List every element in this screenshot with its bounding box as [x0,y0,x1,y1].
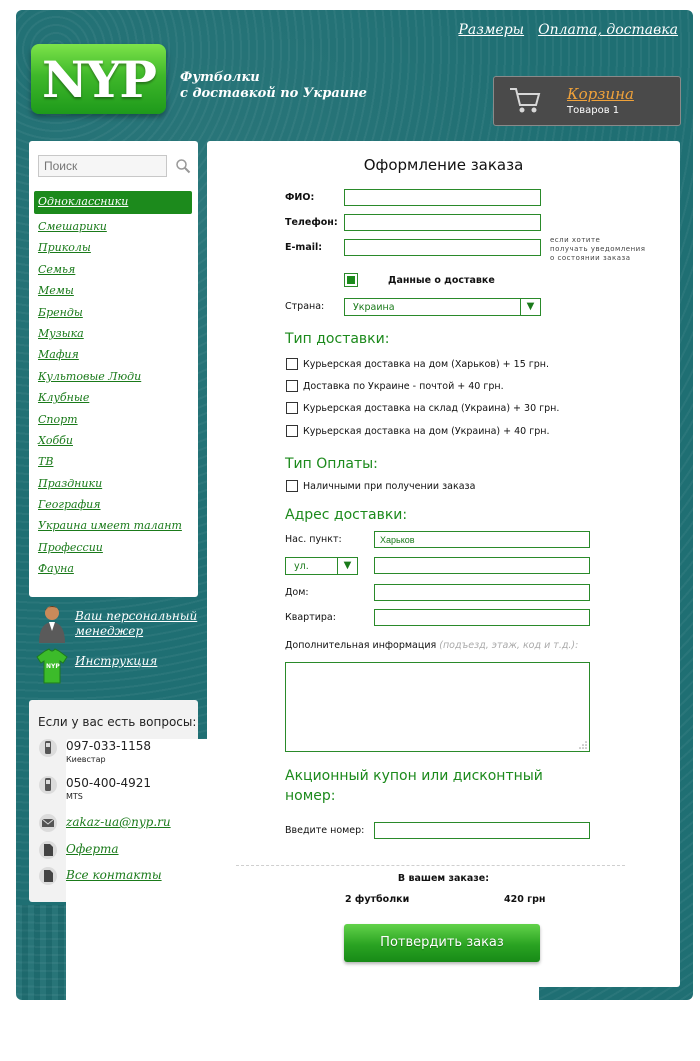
category-active-label: Одноклассники [38,195,129,208]
contacts-box [29,700,198,902]
payment-option-checkbox[interactable] [286,480,298,492]
phone-label: Телефон: [285,217,338,228]
category-item[interactable]: Фауна [38,562,74,576]
country-value: Украина [353,302,395,313]
delivery-data-label: Данные о доставке [388,275,495,286]
tshirt-icon [36,648,68,684]
extra-info-label: Дополнительная информация (подъезд, этаж, код и т.д.): [285,640,579,651]
logo[interactable] [31,44,166,114]
category-item[interactable]: Спорт [38,412,78,426]
category-active[interactable] [34,191,192,214]
logo-text: NYP [42,49,155,109]
sizes-link[interactable]: Размеры [458,22,525,38]
category-item[interactable]: Украина имеет талант [38,519,182,533]
instruction-block [36,648,158,688]
phone-1-operator: Киевстар [66,755,106,764]
category-sidebar [29,141,198,597]
fio-field[interactable] [344,189,541,206]
dropdown-arrow-icon: ▼ [520,299,540,315]
payment-type-title: Тип Оплаты: [285,456,378,472]
cart-count: Товаров 1 [567,105,620,116]
all-contacts-link[interactable]: Все контакты [66,868,162,882]
category-item[interactable]: Культовые Люди [38,369,142,383]
apartment-label: Квартира: [285,612,336,623]
country-label: Страна: [285,301,325,312]
category-list [38,219,182,583]
resize-grip-icon[interactable] [579,741,587,749]
coupon-field[interactable] [374,822,590,839]
manager-block [36,603,198,647]
category-item[interactable]: Бренды [38,305,83,319]
cart-widget[interactable] [493,76,681,126]
delivery-option-checkbox[interactable] [286,402,298,414]
document-icon [38,840,58,860]
order-summary-title: В вашем заказе: [397,873,490,884]
address-title: Адрес доставки: [285,507,408,523]
category-item[interactable]: Семья [38,262,76,276]
email-link[interactable]: zakaz-ua@nyp.ru [66,815,171,829]
city-field[interactable] [374,531,590,548]
delivery-option-label: Курьерская доставка на дом (Украина) + 40 грн. [303,426,550,437]
category-item[interactable]: Приколы [38,241,91,255]
phone-2[interactable]: 050-400-4921 [66,776,539,1061]
page-title: Оформление заказа [363,156,524,174]
phone-icon [38,738,58,758]
category-item[interactable]: Музыка [38,326,84,340]
extra-info-textarea[interactable] [285,662,590,752]
category-item[interactable]: Мемы [38,284,74,298]
delivery-option-checkbox[interactable] [286,358,298,370]
house-field[interactable] [374,584,590,601]
contacts-question: Если у вас есть вопросы: [38,715,197,729]
street-type-select[interactable] [285,557,358,575]
phone-1[interactable]: 097-033-1158 [66,739,539,1061]
manager-link[interactable]: Ваш персональный менеджер [75,609,198,638]
manager-avatar-icon [36,603,70,643]
fio-label: ФИО: [285,192,315,203]
category-item[interactable]: География [38,498,101,512]
email-note: если хотите получать уведомления о состоянии заказа [550,236,646,262]
delivery-option-label: Курьерская доставка на дом (Харьков) + 15 грн. [303,359,550,370]
payment-option-label: Наличными при получении заказа [303,481,476,492]
delivery-option-label: Курьерская доставка на склад (Украина) + 30 грн. [303,403,560,414]
order-form [207,141,680,987]
delivery-option-label: Доставка по Украине - почтой + 40 грн. [303,381,504,392]
email-field[interactable] [344,239,541,256]
cart-link[interactable]: Корзина [567,85,634,103]
category-item[interactable]: Праздники [38,476,103,490]
street-field[interactable] [374,557,590,574]
category-item[interactable]: Мафия [38,348,79,362]
category-item[interactable]: ТВ [38,455,54,469]
cart-icon [508,85,542,115]
delivery-data-checkbox[interactable] [344,273,358,287]
phone-field[interactable] [344,214,541,231]
street-type-value: ул. [294,561,309,572]
dropdown-arrow-icon: ▼ [337,558,357,574]
house-label: Дом: [285,587,309,598]
country-select[interactable] [344,298,541,316]
coupon-label: Введите номер: [285,825,365,836]
category-item[interactable]: Профессии [38,540,103,554]
document-icon [38,866,58,886]
tagline-line-2: с доставкой по Украине [180,86,367,101]
mail-icon [38,813,58,833]
search-icon[interactable] [175,158,191,174]
divider [236,865,625,866]
offer-link[interactable]: Оферта [66,842,119,856]
confirm-order-button[interactable]: Потвердить заказ [344,924,540,962]
category-item[interactable]: Клубные [38,391,90,405]
order-summary-price: 420 грн [504,894,546,905]
order-summary-item: 2 футболки [345,894,410,905]
search-input[interactable] [38,155,167,177]
delivery-option-checkbox[interactable] [286,425,298,437]
tagline-line-1: Футболки [180,70,260,85]
delivery-type-title: Тип доставки: [285,331,390,347]
coupon-title: Акционный купон или дисконтный номер: [285,768,543,804]
phone-2-operator: MTS [66,792,83,801]
delivery-option-checkbox[interactable] [286,380,298,392]
extra-info-hint: (подъезд, этаж, код и т.д.): [439,640,579,651]
tagline [180,70,367,102]
svg-text:NYP: NYP [46,663,60,670]
email-label: E-mail: [285,242,323,253]
top-links [458,22,678,38]
apartment-field[interactable] [374,609,590,626]
city-label: Нас. пункт: [285,534,342,545]
category-item[interactable]: Хобби [38,433,73,447]
phone-icon [38,775,58,795]
payment-delivery-link[interactable]: Оплата, доставка [538,22,678,38]
instruction-link[interactable]: Инструкция [75,654,158,668]
category-item[interactable]: Смешарики [38,220,107,233]
